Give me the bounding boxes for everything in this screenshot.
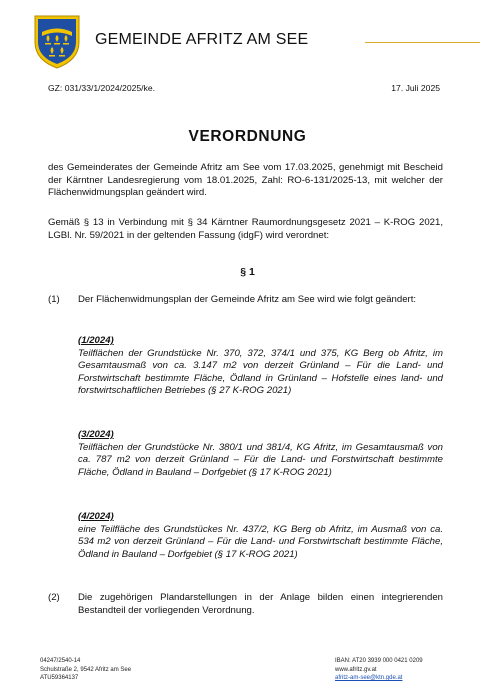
footer-iban: IBAN: AT20 3939 000 0421 0209	[335, 658, 423, 664]
header-divider	[365, 42, 480, 43]
amendment-entry	[78, 511, 443, 561]
entry-text: Teilflächen der Grundstücke Nr. 370, 372, 374/1 und 375, KG Berg ob Afritz, im Gesamtausmaß von ca. 3.147 m2 von derzeit Grünland – Für die Land- und Forstwirtschaft bestimmte Fläche, Ödland in Grünland – Hofstelle eines land- und forstwirtschaftlichen Betriebes (§ 27 K-ROG 2021)	[78, 347, 443, 397]
item-number: (1)	[48, 294, 60, 305]
entry-code: (4/2024)	[78, 511, 114, 522]
document-title: VERORDNUNG	[188, 128, 307, 145]
entry-text: Teilflächen der Grundstücke Nr. 380/1 und 381/4, KG Afritz, im Gesamtausmaß von ca. 787 m2 von derzeit Grünland – Für die Land- und Forstwirtschaft bestimmte Fläche, Ödland in Bauland – Dorfgebiet (§ 17 K-ROG 2021)	[78, 441, 443, 478]
municipality-name: GEMEINDE AFRITZ AM SEE	[95, 31, 309, 48]
entry-code: (3/2024)	[78, 429, 114, 440]
entry-text: eine Teilfläche des Grundstückes Nr. 437/2, KG Berg ob Afritz, im Ausmaß von ca. 534 m2 von derzeit Grünland – Für die Land- und Forstwirtschaft bestimmte Fläche, Ödland in Bauland – Dorfgebiet (§ 17 K-ROG 2021)	[78, 523, 443, 560]
footer-contact-block	[335, 657, 445, 683]
amendment-entry	[78, 429, 443, 479]
item-text: Der Flächenwidmungsplan der Gemeinde Afritz am See wird wie folgt geändert:	[78, 294, 417, 305]
footer-email-link[interactable]: afritz-am-see@ktn.gde.at	[335, 675, 403, 682]
footer-address-block	[40, 657, 131, 683]
section-heading: § 1	[240, 266, 255, 278]
footer-phone: 04247/2540-14	[40, 658, 81, 664]
amendment-entry	[78, 335, 443, 398]
intro-paragraph-2: Gemäß § 13 in Verbindung mit § 34 Kärntner Raumordnungsgesetz 2021 – K-ROG 2021, LGBl. Nr. 59/2021 in der geltenden Fassung (idgF) wird verordnet:	[48, 217, 443, 241]
item-number: (2)	[48, 592, 60, 603]
footer-website-link[interactable]: www.afritz.gv.at	[335, 666, 377, 673]
intro-paragraph-1: des Gemeinderates der Gemeinde Afritz am See vom 17.03.2025, genehmigt mit Bescheid der Kärntner Landesregierung vom 18.01.2025, Zahl: RO-6-131/2025-13, mit welcher der Flächenwidmungsplan geändert wird.	[48, 162, 443, 199]
footer-address: Schulstraße 2, 9542 Afritz am See	[40, 666, 132, 673]
item-text: Die zugehörigen Plandarstellungen in der Anlage bilden einen integrierenden Bestandteil der vorliegenden Verordnung.	[78, 592, 443, 616]
letterhead	[32, 12, 480, 72]
coat-of-arms-icon	[32, 12, 82, 70]
reference-number: GZ: 031/33/1/2024/2025/ke.	[48, 83, 156, 93]
document-date: 17. Juli 2025	[391, 83, 440, 93]
footer-vat-id: ATU59364137	[40, 675, 79, 682]
entry-code: (1/2024)	[78, 335, 114, 346]
